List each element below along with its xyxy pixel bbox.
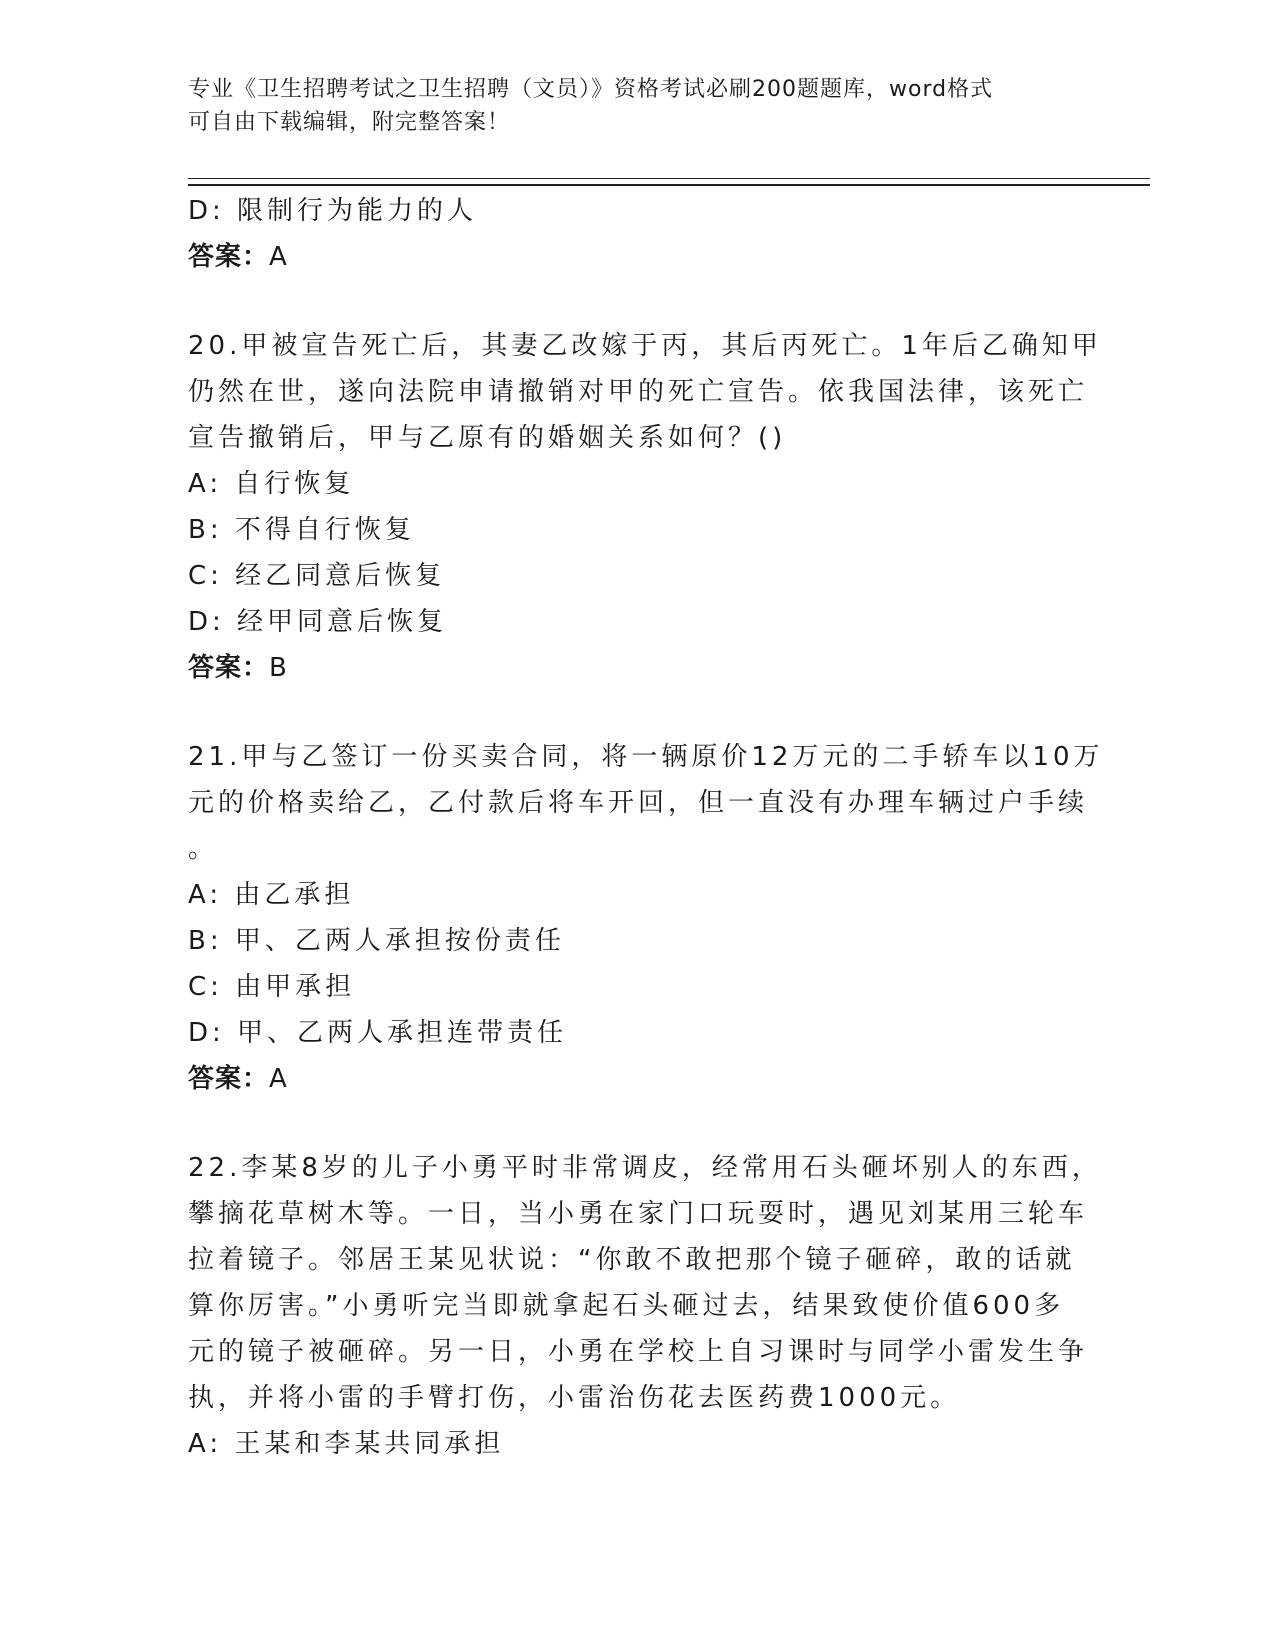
question-22: [188, 1145, 1102, 1467]
question-text-line: 。: [188, 834, 219, 864]
question-text-line: 算你厉害。”小勇听完当即就拿起石头砸过去，结果致使价值600多: [188, 1291, 1065, 1321]
question-text-line: 元的价格卖给乙，乙付款后将车开回，但一直没有办理车辆过户手续: [188, 788, 1089, 818]
answer-value: A: [269, 1064, 288, 1094]
option-d: D: 经甲同意后恢复: [188, 607, 448, 637]
question-text-line: 22.李某8岁的儿子小勇平时非常调皮，经常用石头砸坏别人的东西，: [188, 1153, 1102, 1183]
header-divider-thin: [188, 178, 1150, 179]
question-text-line: 元的镜子被砸碎。另一日，小勇在学校上自习课时与同学小雷发生争: [188, 1337, 1089, 1367]
option-a: A: 由乙承担: [188, 880, 355, 910]
option-c: C: 经乙同意后恢复: [188, 561, 446, 591]
answer-label: 答案：: [188, 242, 270, 272]
option-a: A: 自行恢复: [188, 469, 355, 499]
question-text-line: 拉着镜子。邻居王某见状说：“你敢不敢把那个镜子砸碎，敢的话就: [188, 1245, 1076, 1275]
question-21: [188, 734, 1104, 1102]
question-text-line: 宣告撤销后，甲与乙原有的婚姻关系如何？(): [188, 423, 787, 453]
answer-value: A: [269, 242, 288, 272]
header-line-2: 可自由下载编辑，附完整答案！: [188, 110, 511, 135]
option-b: B: 不得自行恢复: [188, 515, 415, 545]
answer-line: [188, 234, 1088, 280]
question-text-line: 21.甲与乙签订一份买卖合同，将一辆原价12万元的二手轿车以10万: [188, 742, 1104, 772]
question-20: [188, 323, 1102, 691]
header-line-1: 专业《卫生招聘考试之卫生招聘（文员）》资格考试必刷200题题库，word格式: [188, 77, 994, 102]
question-gap: [188, 1102, 1088, 1145]
question-text-line: 20.甲被宣告死亡后，其妻乙改嫁于丙，其后丙死亡。1年后乙确知甲: [188, 331, 1102, 361]
question-text-line: 执，并将小雷的手臂打伤，小雷治伤花去医药费1000元。: [188, 1383, 961, 1413]
header-divider-thick: [188, 184, 1150, 186]
answer-line: [188, 645, 1088, 691]
answer-label: 答案：: [188, 1064, 270, 1094]
question-gap: [188, 280, 1088, 323]
answer-line: [188, 1056, 1088, 1102]
option-d: D: 甲、乙两人承担连带责任: [188, 1018, 568, 1048]
question-text-line: 攀摘花草树木等。一日，当小勇在家门口玩耍时，遇见刘某用三轮车: [188, 1199, 1089, 1229]
answer-value: B: [269, 653, 288, 683]
option-b: B: 甲、乙两人承担按份责任: [188, 926, 565, 956]
option-d: D: 限制行为能力的人: [188, 196, 478, 226]
document-header: [188, 73, 1088, 139]
question-gap: [188, 691, 1088, 734]
answer-label: 答案：: [188, 653, 270, 683]
document-body: [188, 188, 1104, 1467]
question-text-line: 仍然在世，遂向法院申请撤销对甲的死亡宣告。依我国法律，该死亡: [188, 377, 1089, 407]
option-a: A: 王某和李某共同承担: [188, 1429, 505, 1459]
option-c: C: 由甲承担: [188, 972, 356, 1002]
